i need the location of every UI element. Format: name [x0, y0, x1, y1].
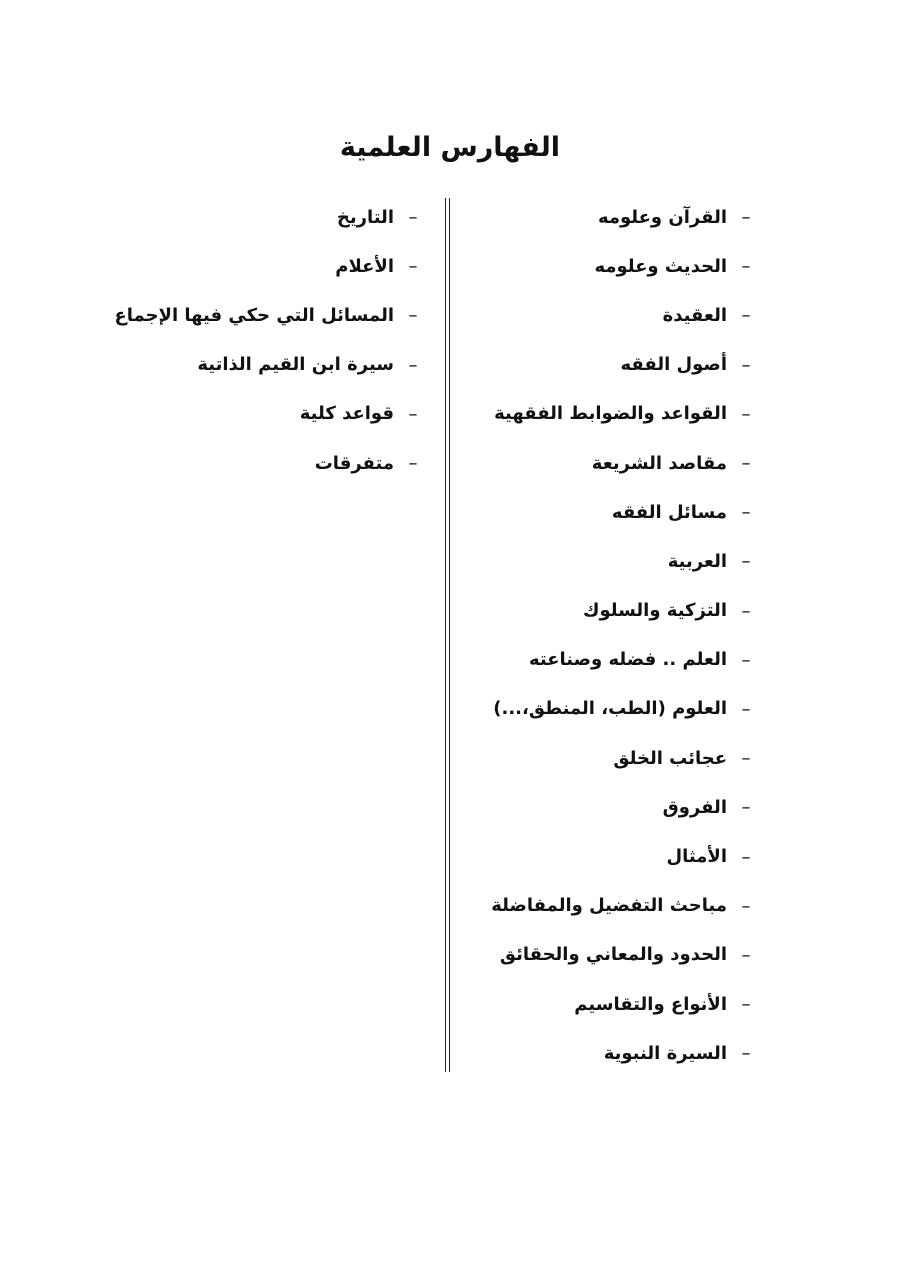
index-entry	[12, 291, 432, 340]
index-entry-label: القواعد والضوابط الفقهية	[494, 403, 727, 425]
index-entry	[12, 193, 432, 242]
dash-bullet: –	[408, 453, 418, 475]
index-entry	[455, 882, 765, 931]
index-entry-label: العقيدة	[662, 304, 727, 326]
dash-bullet: –	[741, 649, 751, 671]
column-divider	[445, 198, 450, 1072]
index-entry	[12, 390, 432, 439]
index-entry	[455, 193, 765, 242]
index-entry	[455, 242, 765, 291]
index-entry-label: التزكية والسلوك	[582, 600, 727, 622]
index-entry-label: مقاصد الشريعة	[591, 452, 727, 474]
dash-bullet: –	[741, 403, 751, 425]
dash-bullet: –	[408, 403, 418, 425]
index-entry-label: العربية	[667, 550, 727, 572]
index-entry	[455, 980, 765, 1029]
index-entry-label: الحديث وعلومه	[594, 255, 727, 277]
dash-bullet: –	[741, 797, 751, 819]
index-entry-label: العلوم (الطب، المنطق،...)	[493, 698, 727, 720]
dash-bullet: –	[408, 305, 418, 327]
index-entry	[455, 291, 765, 340]
index-entry	[455, 587, 765, 636]
index-entry-label: القرآن وعلومه	[597, 206, 727, 228]
dash-bullet: –	[408, 354, 418, 376]
dash-bullet: –	[741, 748, 751, 770]
dash-bullet: –	[741, 207, 751, 229]
index-entry-label: الفروق	[662, 796, 727, 818]
dash-bullet: –	[741, 305, 751, 327]
index-list-left	[12, 193, 432, 488]
index-entry	[455, 1029, 765, 1078]
index-entry	[12, 439, 432, 488]
index-entry-label: العلم .. فضله وصناعته	[528, 649, 727, 671]
index-entry	[455, 734, 765, 783]
index-entry-label: متفرقات	[314, 452, 394, 474]
index-entry-label: المسائل التي حكي فيها الإجماع	[114, 304, 394, 326]
dash-bullet: –	[741, 698, 751, 720]
index-entry	[455, 636, 765, 685]
index-entry	[455, 439, 765, 488]
index-entry	[455, 537, 765, 586]
index-entry	[455, 390, 765, 439]
dash-bullet: –	[408, 256, 418, 278]
index-entry-label: عجائب الخلق	[613, 747, 727, 769]
index-entry	[12, 242, 432, 291]
index-entry	[455, 832, 765, 881]
index-entry-label: قواعد كلية	[299, 403, 394, 425]
dash-bullet: –	[408, 207, 418, 229]
index-entry-label: مسائل الفقه	[611, 501, 727, 523]
page-title: الفهارس العلمية	[339, 132, 561, 164]
index-entry-label: الأنواع والتقاسيم	[574, 993, 727, 1015]
index-entry	[455, 783, 765, 832]
dash-bullet: –	[741, 994, 751, 1016]
dash-bullet: –	[741, 354, 751, 376]
index-entry	[12, 341, 432, 390]
dash-bullet: –	[741, 600, 751, 622]
index-entry-label: مباحث التفضيل والمفاضلة	[491, 895, 727, 917]
index-list-right	[455, 193, 765, 1078]
dash-bullet: –	[741, 551, 751, 573]
index-entry-label: سيرة ابن القيم الذاتية	[197, 354, 394, 376]
dash-bullet: –	[741, 846, 751, 868]
index-entry-label: الأعلام	[335, 255, 394, 277]
index-entry-label: السيرة النبوية	[603, 1042, 727, 1064]
index-entry-label: التاريخ	[336, 206, 394, 228]
index-entry-label: الحدود والمعاني والحقائق	[499, 944, 727, 966]
dash-bullet: –	[741, 502, 751, 524]
index-entry-label: أصول الفقه	[620, 354, 727, 376]
dash-bullet: –	[741, 944, 751, 966]
index-entry	[455, 488, 765, 537]
dash-bullet: –	[741, 453, 751, 475]
index-entry	[455, 931, 765, 980]
dash-bullet: –	[741, 256, 751, 278]
index-entry	[455, 341, 765, 390]
index-entry-label: الأمثال	[666, 846, 727, 868]
index-entry	[455, 685, 765, 734]
dash-bullet: –	[741, 895, 751, 917]
dash-bullet: –	[741, 1043, 751, 1065]
